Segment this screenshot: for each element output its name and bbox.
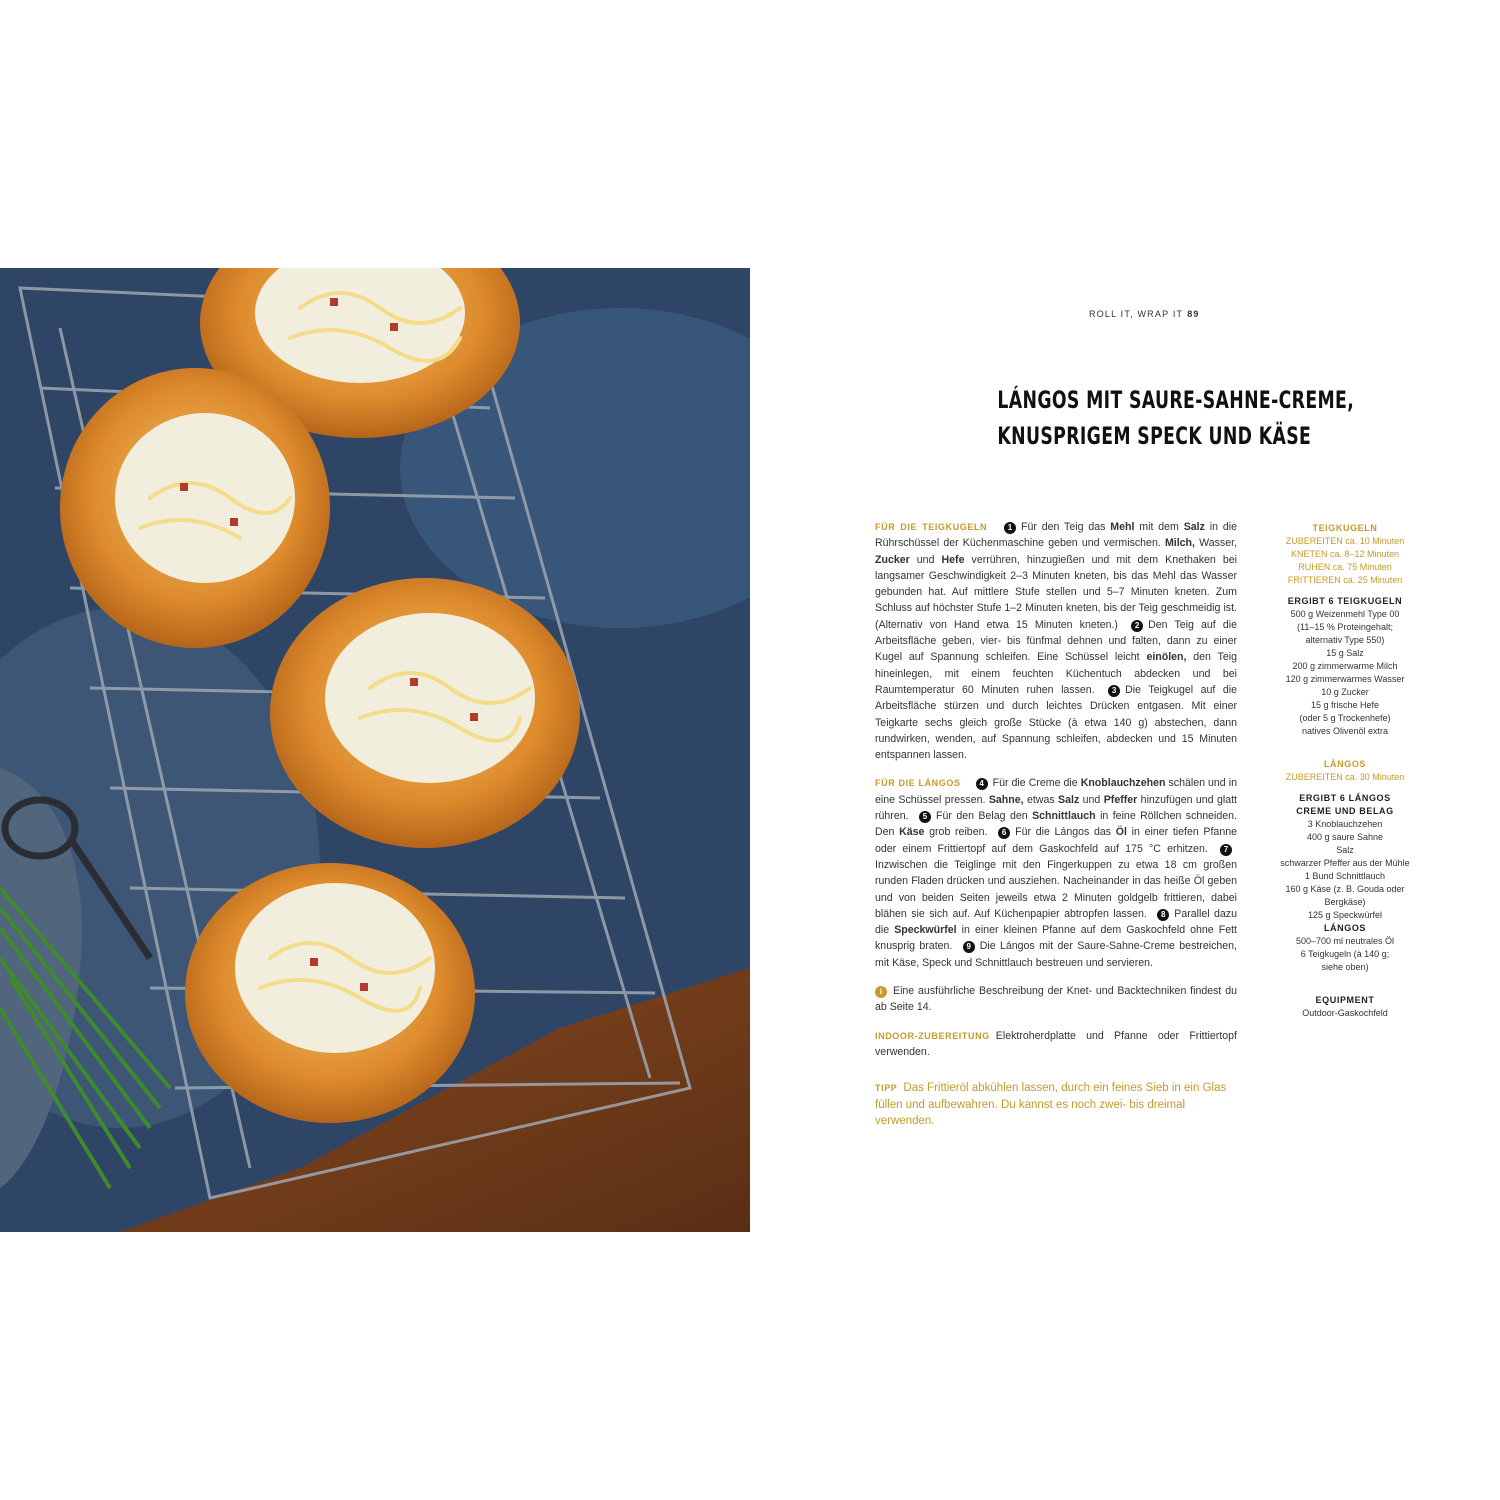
step-number-1: 1: [1004, 522, 1016, 534]
ingredient: Salz: [1336, 845, 1354, 855]
time-value: ca. 10 Minuten: [1345, 536, 1405, 546]
ingredient: (11–15 % Proteingehalt;: [1297, 622, 1393, 632]
step-text: schälen und in eine Schüssel pressen.: [875, 777, 1237, 806]
section-label-teigkugeln: FÜR DIE TEIGKUGELN: [875, 522, 988, 532]
step-number-7: 7: [1220, 844, 1232, 856]
ingredient: siehe oben): [1321, 962, 1369, 972]
step-text: Für die Lángos das: [1015, 826, 1116, 839]
step-number-3: 3: [1108, 685, 1120, 697]
time-row: [1267, 548, 1423, 561]
step-text: grob reiben.: [924, 826, 988, 839]
time-value: ca. 30 Minuten: [1345, 772, 1405, 782]
step-text: Parallel dazu die: [875, 907, 1237, 937]
ingredient-highlight: Knoblauchzehen: [1080, 777, 1166, 790]
step-text: in die Rührschüssel der Küchenmaschine geben und vermischen.: [875, 521, 1237, 550]
step-text: und: [1079, 793, 1104, 806]
indoor-label: INDOOR-ZUBEREITUNG: [875, 1030, 990, 1041]
instructions: [875, 519, 1237, 1141]
ingredient-highlight: Zucker: [875, 553, 910, 566]
paragraph-teigkugeln: [875, 519, 1237, 763]
step-text: Für den Belag den: [936, 810, 1033, 823]
title-line-2: KNUSPRIGEM SPECK UND KÄSE: [997, 422, 1312, 450]
step-number-2: 2: [1131, 620, 1143, 632]
step-text: Wasser,: [1194, 537, 1237, 550]
ingredient: (oder 5 g Trockenhefe): [1299, 713, 1391, 723]
ingredient: 500 g Weizenmehl Type 00: [1290, 609, 1400, 619]
ingredient: 120 g zimmerwarmes Wasser: [1285, 674, 1405, 684]
teig-head: TEIGKUGELN: [1312, 523, 1378, 533]
ingredient: Bergkäse): [1324, 897, 1366, 907]
time-label: RUHEN: [1298, 562, 1331, 572]
step-text: Inzwischen die Teiglinge mit den Fingerkuppen zu etwa 18 cm großen runden Fladen drücken und ausziehen. Nacheinander in das heiße Öl geben und von beiden Seiten jeweils etwa 2 Minuten goldgelb frittieren, dabei blähen sie sich auf. Auf Küchenpapier abtropfen lassen.: [875, 858, 1237, 920]
time-value: ca. 25 Minuten: [1343, 575, 1403, 585]
time-row: [1267, 771, 1423, 784]
step-text: den Teig hineinlegen, mit einem feuchten Küchentuch abdecken und bei Raumtemperatur 60 Minuten ruhen lassen.: [875, 651, 1237, 696]
ingredient-highlight: einölen,: [1146, 651, 1187, 664]
title-line-1: LÁNGOS MIT SAURE-SAHNE-CREME,: [997, 386, 1355, 414]
langos-food-photo-icon: [0, 268, 750, 1232]
ingredient: 200 g zimmerwarme Milch: [1292, 661, 1398, 671]
step-number-5: 5: [919, 811, 931, 823]
step-text: Die Teigkugel auf die Arbeitsfläche stürzen und durch leichtes Drücken entgasen. Mit einer Teigkarte sechs gleich große Stücke (à etwa 140 g) abstechen, dann rundwirken, wenden, auf Spannung schleifen, abdecken und 15 Minuten entspannen lassen.: [875, 683, 1237, 762]
running-header: [1089, 309, 1200, 319]
tip-text: Das Frittieröl abkühlen lassen, durch ein feines Sieb in ein Glas füllen und aufbewahren. Du kannst es noch zwei- bis dreimal verwenden.: [875, 1082, 1227, 1127]
ingredient-highlight: Mehl: [1110, 521, 1135, 533]
step-text: in einer kleinen Pfanne auf dem Gaskochfeld ohne Fett knusprig braten.: [875, 924, 1237, 953]
ingredient: 160 g Käse (z. B. Gouda oder: [1285, 884, 1405, 894]
ingredient-highlight: Pfeffer: [1103, 793, 1138, 806]
time-label: KNETEN: [1290, 549, 1328, 559]
ingredient-highlight: Sahne,: [988, 793, 1024, 806]
langos-subhead: LÁNGOS: [1323, 923, 1367, 933]
langos-head: LÁNGOS: [1323, 759, 1367, 769]
recipe-title: [997, 382, 1355, 454]
time-label: ZUBEREITEN: [1285, 536, 1343, 546]
time-value: ca. 8–12 Minuten: [1329, 549, 1400, 559]
ingredient-highlight: Öl: [1115, 826, 1127, 839]
time-row: [1267, 535, 1423, 548]
ingredient: 10 g Zucker: [1321, 687, 1369, 697]
ingredient: 125 g Speckwürfel: [1307, 910, 1383, 920]
info-text: Eine ausführliche Beschreibung der Knet- und Backtechniken findest du ab Seite 14.: [875, 985, 1237, 1014]
indoor-text: Elektroherdplatte und Pfanne oder Frittiertopf verwenden.: [875, 1029, 1237, 1058]
tip-label: TIPP: [875, 1083, 898, 1094]
ingredient: schwarzer Pfeffer aus der Mühle: [1280, 858, 1410, 868]
step-number-9: 9: [963, 941, 975, 953]
ingredient-highlight: Käse: [899, 826, 925, 839]
time-label: ZUBEREITEN: [1285, 772, 1343, 782]
step-text: mit dem: [1134, 521, 1184, 533]
ingredient-highlight: Hefe: [941, 553, 965, 566]
step-text: hinzufügen und glatt rühren.: [875, 793, 1237, 823]
time-row: [1267, 574, 1423, 587]
tip-note: [875, 1080, 1237, 1129]
ingredient: 500–700 ml neutrales Öl: [1295, 936, 1395, 946]
ingredient: alternativ Type 550): [1305, 635, 1385, 645]
step-number-6: 6: [998, 827, 1010, 839]
ingredient: 1 Bund Schnittlauch: [1304, 871, 1386, 881]
step-text: in feine Röllchen schneiden. Den: [875, 810, 1238, 839]
ingredient-highlight: Schnittlauch: [1032, 810, 1096, 823]
time-row: [1267, 561, 1423, 574]
paragraph-langos: [875, 775, 1237, 971]
teig-yield: ERGIBT 6 TEIGKUGELN: [1287, 596, 1403, 606]
info-note: [875, 983, 1237, 1016]
ingredient: natives Olivenöl extra: [1301, 726, 1389, 736]
recipe-sidebar: [1267, 522, 1423, 1020]
section-label-langos: FÜR DIE LÁNGOS: [875, 778, 961, 789]
ingredient-highlight: Salz: [1058, 793, 1080, 806]
ingredient: 400 g saure Sahne: [1306, 832, 1384, 842]
food-photo: [0, 268, 750, 1232]
creme-head: CREME UND BELAG: [1296, 806, 1394, 816]
step-text: etwas: [1023, 793, 1059, 806]
time-value: ca. 75 Minuten: [1332, 562, 1392, 572]
equipment-head: EQUIPMENT: [1315, 995, 1375, 1005]
step-text: und: [909, 553, 942, 566]
step-text: in einer tiefen Pfanne oder einem Frittiertopf auf dem Gaskochfeld auf 175 °C erhitzen.: [875, 826, 1237, 855]
header-title: ROLL IT, WRAP IT: [1089, 309, 1184, 319]
ingredient: 15 g frische Hefe: [1310, 700, 1380, 710]
ingredient-highlight: Speckwürfel: [894, 924, 957, 937]
equipment-item: Outdoor-Gaskochfeld: [1302, 1008, 1388, 1018]
step-text: Den Teig auf die Arbeitsfläche geben, vier- bis fünfmal dehnen und falten, dann zu einer Kugel auf Spannung schleifen. Eine Schüssel leicht: [875, 618, 1237, 664]
step-number-8: 8: [1157, 909, 1169, 921]
ingredient: 15 g Salz: [1326, 648, 1364, 658]
langos-yield: ERGIBT 6 LÁNGOS: [1299, 793, 1391, 803]
indoor-note: [875, 1028, 1237, 1061]
step-text: Die Lángos mit der Saure-Sahne-Creme bestreichen, mit Käse, Speck und Schnittlauch bestreuen und servieren.: [875, 940, 1237, 969]
step-text: Für den Teig das: [1020, 521, 1111, 533]
step-number-4: 4: [976, 778, 988, 790]
step-text: verrühren, hinzugießen und mit dem Knethaken bei langsamer Geschwindigkeit 2–3 Minuten kneten, bis das Mehl das Wasser gebunden hat. Auf mittlere Stufe stellen und 5–7 Minuten kneten. Zum Schluss auf höchster Stufe 1–2 Minuten kneten, bis der Teig geschmeidig ist. (Alternativ von Hand etwa 15 Minuten kneten.): [875, 553, 1237, 631]
time-label: FRITTIEREN: [1287, 575, 1341, 585]
page-number: 89: [1187, 309, 1200, 319]
ingredient-highlight: Salz: [1183, 521, 1205, 533]
ingredient: 6 Teigkugeln (à 140 g;: [1300, 949, 1390, 959]
ingredient: 3 Knoblauchzehen: [1307, 819, 1383, 829]
step-text: Für die Creme die: [992, 777, 1081, 790]
info-icon: i: [875, 986, 887, 998]
ingredient-highlight: Milch,: [1164, 537, 1195, 550]
